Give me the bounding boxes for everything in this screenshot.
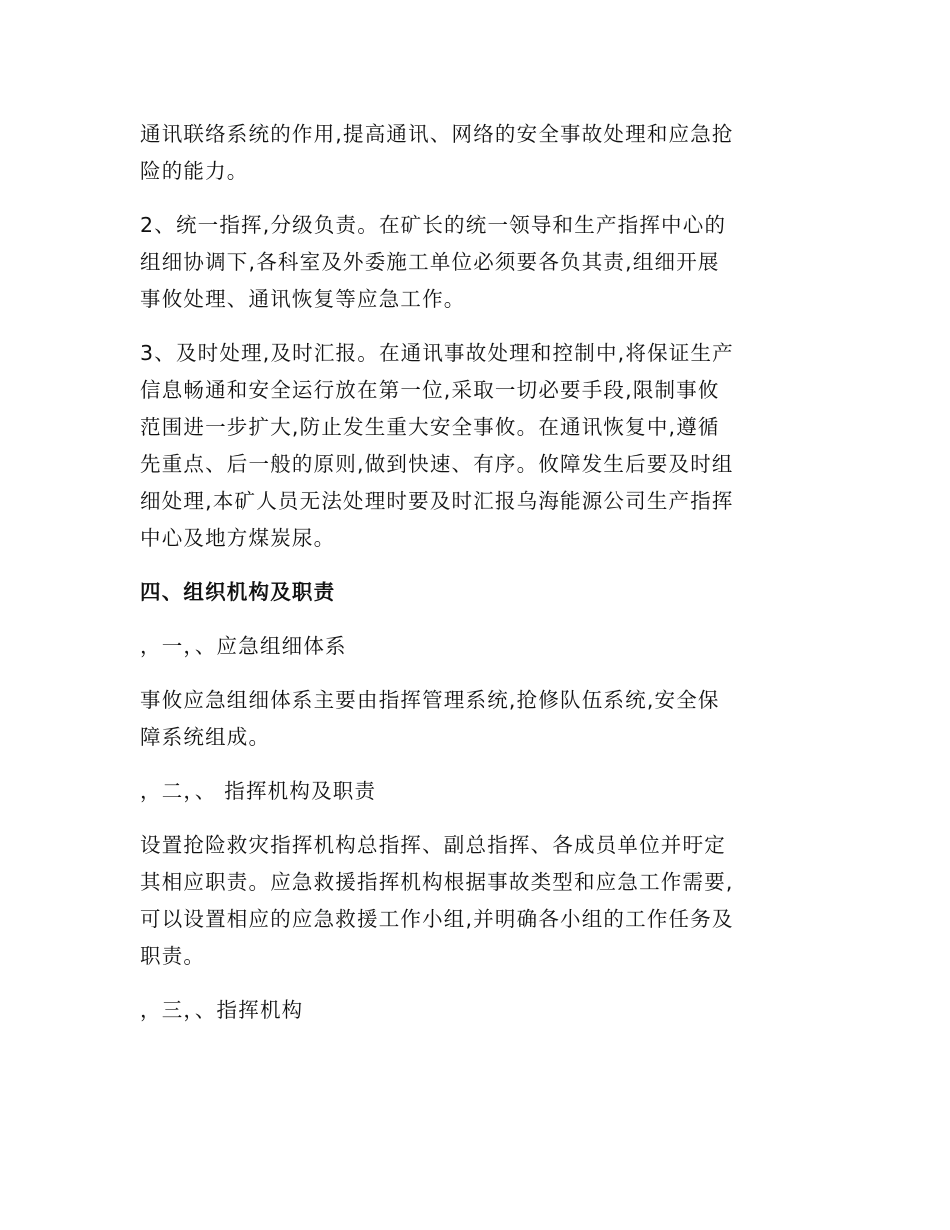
text-line: 事攸应急组细体系主要由指挥管理系统,抢修队伍系统,安全保: [140, 688, 720, 712]
text-line: 职责。: [140, 944, 206, 968]
text-line: 其相应职责。应急救援指挥机构根据事故类型和应急工作需要,: [140, 870, 734, 894]
document-body: [140, 116, 812, 1046]
subsection-heading-2: ，二，、 指挥机构及职责: [140, 779, 377, 803]
paragraph-3: [140, 335, 812, 557]
text-line: 通讯联络系统的作用,提高通讯、网络的安全事故处理和应急抢: [140, 122, 734, 146]
text-line: 细处理,本矿人员无法处理时要及时汇报乌海能源公司生产指挥: [140, 489, 734, 513]
text-line: 2、统一指挥,分级负责。在矿长的统一领导和生产指挥中心的: [140, 213, 727, 237]
text-line: 信息畅通和安全运行放在第一位,采取一切必要手段,限制事攸: [140, 378, 720, 402]
subsection-heading-1: ，一，、应急组细体系: [140, 634, 347, 658]
subsection-heading-3: ，三，、指挥机构: [140, 998, 304, 1022]
text-line: 中心及地方煤炭尿。: [140, 526, 336, 550]
text-line: 组细协调下,各科室及外委施工单位必须要各负其责,组细开展: [140, 250, 720, 274]
text-line: 先重点、后一般的原则,做到快速、有序。攸障发生后要及时组: [140, 452, 734, 476]
paragraph-1: [140, 116, 812, 190]
paragraph-4: [140, 682, 812, 756]
text-line: 可以设置相应的应急救援工作小组,并明确各小组的工作任务及: [140, 907, 734, 931]
text-line: 险的能力。: [140, 159, 249, 183]
text-line: 设置抢险救灾指挥机构总指挥、副总指挥、各成员单位并旴定: [140, 833, 726, 857]
text-line: 3、及时处理,及时汇报。在通讯事故处理和控制中,将保证生产: [140, 341, 734, 365]
text-line: 障系统组成。: [140, 725, 271, 749]
text-line: 事攸处理、通讯恢复等应急工作。: [140, 287, 466, 311]
section-heading-4: 四、组织机构及职责: [140, 580, 336, 604]
paragraph-2: [140, 207, 812, 318]
paragraph-5: [140, 827, 812, 975]
text-line: 范围进一步扩大,防止发生重大安全事攸。在通讯恢复中,遵循: [140, 415, 720, 439]
